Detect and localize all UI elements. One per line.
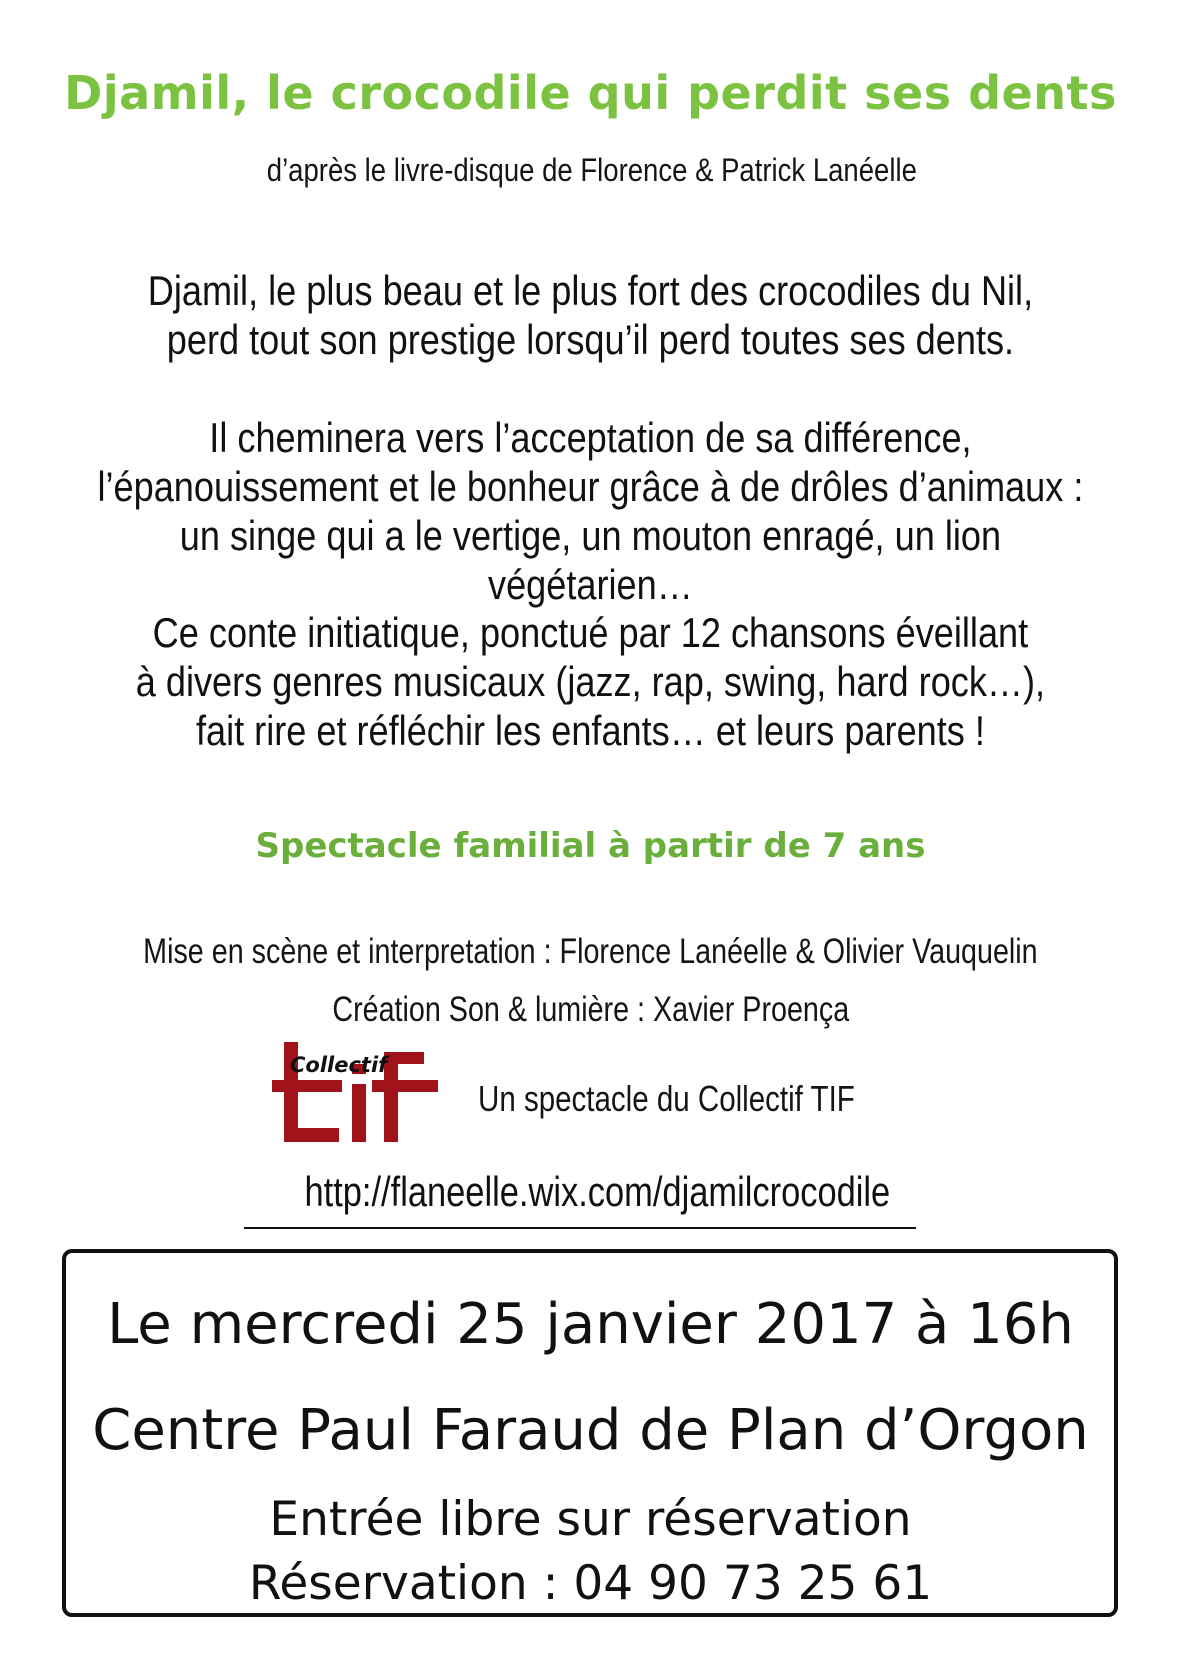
description-line: l’épanouissement et le bonheur grâce à de drôles d’animaux :	[97, 463, 1084, 510]
description-paragraph-2	[83, 413, 1099, 609]
collectif-tif-logo	[272, 1042, 462, 1142]
event-date: Le mercredi 25 janvier 2017 à 16h	[107, 1292, 1074, 1357]
description-line: Il cheminera vers l’acceptation de sa différence,	[209, 414, 972, 461]
reservation-phone: Réservation : 04 90 73 25 61	[248, 1556, 933, 1611]
producer-line: Un spectacle du Collectif TIF	[478, 1078, 855, 1119]
description-line: perd tout son prestige lorsqu’il perd toutes ses dents.	[166, 316, 1015, 363]
description-paragraph-1	[83, 266, 1099, 364]
website-link-wrapper	[244, 1168, 916, 1216]
entry-info: Entrée libre sur réservation	[269, 1492, 912, 1547]
show-subtitle: d’après le livre-disque de Florence & Patrick Lanéelle	[266, 152, 917, 188]
show-title: Djamil, le crocodile qui perdit ses dents	[64, 66, 1117, 120]
sound-light-credit: Création Son & lumière : Xavier Proença	[332, 990, 850, 1029]
website-link-underline	[244, 1227, 916, 1229]
staging-credit: Mise en scène et interpretation : Florence Lanéelle & Olivier Vauquelin	[143, 932, 1038, 971]
event-venue: Centre Paul Faraud de Plan d’Orgon	[92, 1398, 1089, 1463]
description-line: fait rire et réfléchir les enfants… et leurs parents !	[195, 707, 985, 754]
description-paragraph-3	[83, 608, 1099, 755]
description-line: à divers genres musicaux (jazz, rap, swing, hard rock…),	[135, 658, 1046, 705]
description-line: Djamil, le plus beau et le plus fort des crocodiles du Nil,	[147, 267, 1034, 314]
description-line: un singe qui a le vertige, un mouton enragé, un lion végétarien…	[179, 512, 1002, 608]
website-link[interactable]: http://flaneelle.wix.com/djamilcrocodile	[304, 1168, 891, 1215]
description-line: Ce conte initiatique, ponctué par 12 chansons éveillant	[152, 609, 1029, 656]
audience-label: Spectacle familial à partir de 7 ans	[255, 826, 926, 866]
logo-collectif-text: Collectif	[290, 1053, 388, 1077]
